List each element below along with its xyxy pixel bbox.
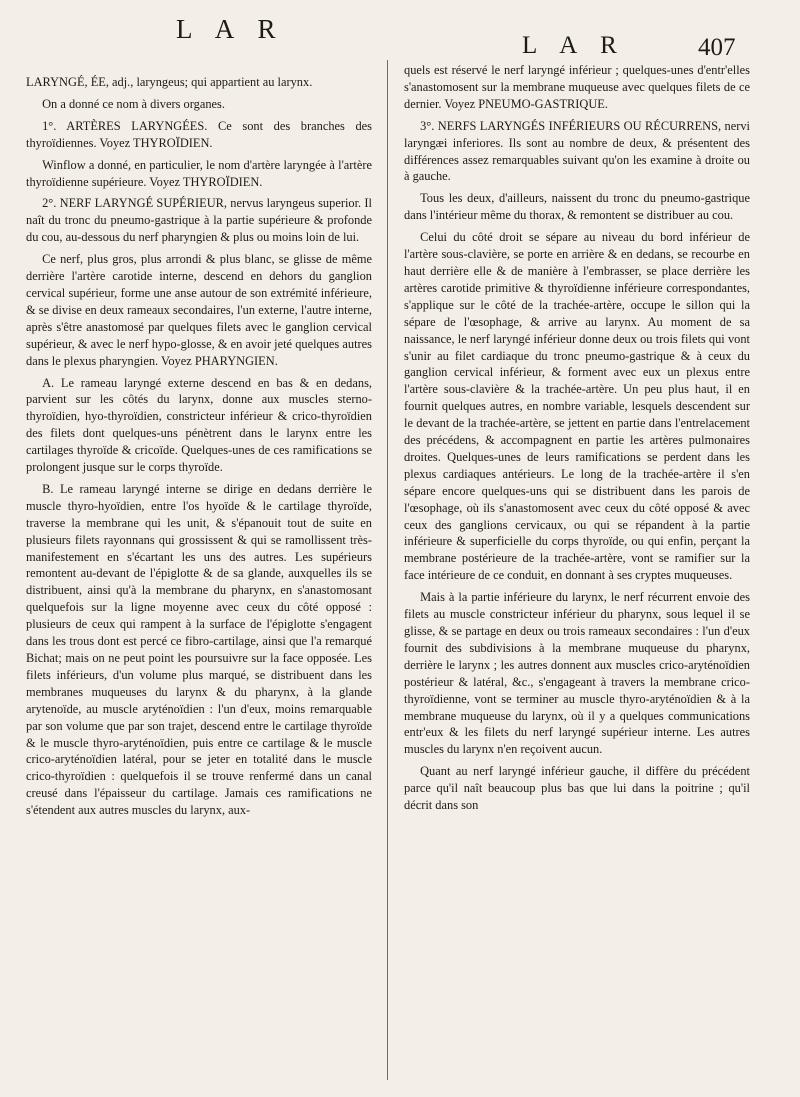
paragraph: 1°. ARTÈRES LARYNGÉES. Ce sont des branches des thyroïdiennes. Voyez THYROÏDIEN.	[26, 118, 372, 150]
column-divider	[387, 60, 388, 1080]
paragraph: B. Le rameau laryngé interne se dirige en dedans derrière le muscle thyro-hyoïdien, entre l'os hyoïde & le cartilage thyroïde, traverse la membrane qui les unit, & s'épanouit tout de suite en plusieurs filets rayonnans qui grossissent & qui se ramollissent très-manifestement en s'écartant les uns des autres. Les supérieurs remontent au-devant de l'épiglotte & de sa glande, auxquelles ils se distribuent, ainsi qu'à la membrane du pharynx, en s'anastomosant quelquefois sur la ligne moyenne avec ceux du côté opposé : plusieurs de ceux qui rampent à la surface de l'épiglotte s'engagent dans les trous dont est percé ce fibro-cartilage, ainsi que l'a remarqué Bichat; mais on ne peut point les poursuivre sur la face opposée. Les filets inférieurs, d'un volume plus marqué, se distribuent dans les membranes muqueuses du larynx & du pharynx, à la glande arytenoïde, au muscle aryténoïdien : l'un d'eux, moins remarquable par son volume que par son trajet, descend entre le cartilage thyroïde & le muscle thyro-aryténoïdien, puis entre ce cartilage & le muscle crico-aryténoïdien latéral, pour se jeter en totalité dans le muscle crico-thyroïdien : quelquefois il se trouve renfermé dans un canal creusé dans l'épaisseur du cartilage. Jamais ces ramifications ne s'étendent aux autres muscles du larynx, aux-	[26, 481, 372, 818]
paragraph: Tous les deux, d'ailleurs, naissent du tronc du pneumo-gastrique dans l'intérieur même du thorax, & remontent se distribuer au cou.	[404, 191, 750, 223]
paragraph: quels est réservé le nerf laryngé inférieur ; quelques-unes d'entr'elles s'anastomosent sur la membrane muqueuse avec quelques filets de ce dernier. Voyez PNEUMO-GASTRIQUE.	[404, 63, 750, 111]
paragraph: 3°. NERFS LARYNGÉS INFÉRIEURS OU RÉCURRENS, nervi laryngæi inferiores. Ils sont au nombre de deux, & présentent des différences assez remarquables suivant qu'on les examine à droite ou à gauche.	[404, 118, 750, 184]
entry-heading-paragraph: LARYNGÉ, ÉE, adj., laryngeus; qui appartient au larynx.	[26, 75, 313, 89]
paragraph: Quant au nerf laryngé inférieur gauche, il diffère du précédent parce qu'il naît beaucoup plus bas que lui dans la poitrine ; qu'il décrit dans son	[404, 764, 750, 813]
paragraph: 2°. NERF LARYNGÉ SUPÉRIEUR, nervus laryngeus superior. Il naît du tronc du pneumo-gastrique à la partie supérieure & profonde du cou, au-dessous du nerf pharyngien & plus ou moins loin de lui.	[26, 196, 372, 245]
running-head-left: L A R	[176, 14, 285, 44]
paragraph: On a donné ce nom à divers organes.	[42, 96, 225, 111]
paragraph: Celui du côté droit se sépare au niveau du bord inférieur de l'artère sous-clavière, se porte en arrière & en dedans, se recourbe en haut derrière elle & de manière à l'embrasser, se place derrière les artères carotide primitive & thyroïdienne inférieure correspondantes, s'applique sur le côté de la trachée-artère, occupe le sillon qui la sépare de l'œsophage, & arrive au larynx. Au moment de sa naissance, le nerf laryngé inférieur donne deux ou trois filets qui vont s'unir au filet cardiaque du tronc pneumo-gastrique & à ceux du ganglion cervical inférieur, & forment avec eux un plexus entre l'artère sous-clavière & la trachée-artère. Un peu plus haut, il en fournit quelques autres, en nombre variable, lesquels descendent sur le devant de la trachée-artère, se jettent en partie dans l'entrelacement des précédens, & accompagnent en partie les artères pulmonaires droites. Quelques-unes de leurs ramifications se perdent dans les plexus cardiaques antérieurs. Le long de la trachée-artère il s'en sépare encore quelques-uns qui se distribuent dans les parois de l'œsophage, où ils s'anastomosent avec ceux du côté opposé & avec ceux des ganglions cervicaux, ou qui se répandent à la partie inférieure & superficielle du corps thyroïde, ou qui enfin, perçant la membrane postérieure de la trachée-artère, vont se ramifier sur la face intérieure de ce conduit, en donnant à ses cryptes muqueuses.	[404, 230, 750, 583]
left-column	[26, 74, 372, 824]
paragraph: A. Le rameau laryngé externe descend en bas & en dedans, parvient sur les côtés du larynx, donne aux muscles sterno-thyroïdien, hyo-thyroïdien, constricteur inférieur & crico-thyroïdien des filets dont quelques-uns pénètrent dans le larynx entre les cartilages thyroïde & cricoïde. Quelques-unes de ces ramifications se prolongent jusque sur le corps thyroïde.	[26, 375, 372, 475]
paragraph: Winflow a donné, en particulier, le nom d'artère laryngée à l'artère thyroïdienne supérieure. Voyez THYROÏDIEN.	[26, 157, 372, 189]
paragraph: Mais à la partie inférieure du larynx, le nerf récurrent envoie des filets au muscle constricteur inférieur du pharynx, sous lequel il se glisse, & se partage en deux ou trois rameaux secondaires : l'un d'eux fournit des subdivisions à la membrane muqueuse du pharynx, derrière le larynx ; les autres donnent aux muscles crico-aryténoïdien postérieur & latéral, &c., s'engageant à travers la membrane crico-thyroïdienne, vont se terminer au muscle thyro-aryténoïdien & à la membrane muqueuse du larynx, où il y a quelques communications entr'eux & les filets du nerf laryngé supérieur interne. Les autres muscles du larynx n'en reçoivent aucun.	[404, 590, 750, 757]
paragraph: Ce nerf, plus gros, plus arrondi & plus blanc, se glisse de même derrière l'artère carotide interne, descend en dehors du ganglion cervical supérieur, forme une anse autour de son extrémité inférieure, & se divise en deux rameaux secondaires, l'un externe, l'autre interne, après s'être anastomosé par quelques filets avec le ganglion cervical supérieur, & avec le nerf hypo-glosse, & en avoir jeté quelques autres dans le plexus pharyngien. Voyez PHARYNGIEN.	[26, 252, 372, 368]
running-head-right: L A R	[522, 32, 626, 59]
right-column	[404, 62, 750, 819]
page-number: 407	[698, 34, 736, 61]
